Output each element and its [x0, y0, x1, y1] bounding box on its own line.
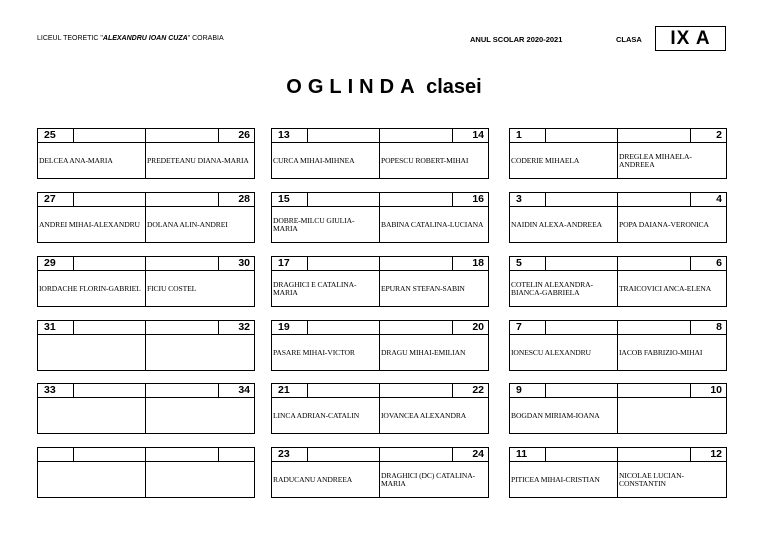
- seat-divider: [546, 142, 617, 143]
- seat-number: 20: [452, 321, 488, 335]
- desk: [271, 192, 489, 243]
- seat-right: [380, 321, 488, 370]
- student-name: DOBRE-MILCU GIULIA-MARIA: [273, 216, 355, 233]
- desk: [37, 447, 255, 498]
- seat-right: [380, 448, 488, 497]
- seat-left: [38, 257, 146, 306]
- student-name: FICIU COSTEL: [147, 284, 197, 293]
- desk: [37, 383, 255, 434]
- seat-number: [38, 448, 74, 462]
- seat-divider: [618, 397, 690, 398]
- desk: [37, 320, 255, 371]
- seat-divider: [308, 397, 379, 398]
- seat-divider: [74, 270, 145, 271]
- desk: [37, 256, 255, 307]
- seat-divider: [308, 270, 379, 271]
- seat-right: [380, 257, 488, 306]
- seat-divider: [308, 334, 379, 335]
- seat-divider: [546, 206, 617, 207]
- seat-left: [510, 384, 618, 433]
- seat-number: 8: [690, 321, 726, 335]
- seat-left: [272, 448, 380, 497]
- seat-number: 30: [218, 257, 254, 271]
- seat-right: [380, 129, 488, 178]
- seat-number: 22: [452, 384, 488, 398]
- student-name: PREDETEANU DIANA-MARIA: [147, 156, 249, 165]
- seat-divider: [546, 461, 617, 462]
- student-name: NAIDIN ALEXA-ANDREEA: [511, 220, 603, 229]
- desk: [271, 128, 489, 179]
- seat-divider: [146, 397, 218, 398]
- school-year: ANUL SCOLAR 2020-2021: [470, 35, 563, 44]
- seat-right: [146, 129, 254, 178]
- seat-divider: [546, 397, 617, 398]
- student-name: RADUCANU ANDREEA: [273, 475, 353, 484]
- seat-number: 4: [690, 193, 726, 207]
- seat-right: [618, 384, 726, 433]
- seat-divider: [618, 142, 690, 143]
- seat-number: 2: [690, 129, 726, 143]
- student-name: IOVANCEA ALEXANDRA: [381, 411, 467, 420]
- seat-left: [38, 384, 146, 433]
- seat-left: [272, 193, 380, 242]
- seat-number: 25: [38, 129, 74, 143]
- seat-divider: [618, 206, 690, 207]
- student-name: DRAGU MIHAI-EMILIAN: [381, 348, 466, 357]
- seat-divider: [146, 206, 218, 207]
- seat-number: 10: [690, 384, 726, 398]
- student-name: POPA DAIANA-VERONICA: [619, 220, 709, 229]
- seat-number: 24: [452, 448, 488, 462]
- student-name: DELCEA ANA-MARIA: [39, 156, 113, 165]
- seat-divider: [380, 334, 452, 335]
- seat-divider: [618, 270, 690, 271]
- seat-left: [272, 129, 380, 178]
- seat-left: [38, 129, 146, 178]
- seat-left: [510, 321, 618, 370]
- seat-number: 13: [272, 129, 308, 143]
- seat-number: 5: [510, 257, 546, 271]
- seat-divider: [380, 461, 452, 462]
- student-name: PITICEA MIHAI-CRISTIAN: [511, 475, 600, 484]
- desk: [509, 192, 727, 243]
- seat-right: [618, 321, 726, 370]
- student-name: IACOB FABRIZIO-MIHAI: [619, 348, 703, 357]
- seat-right: [380, 193, 488, 242]
- student-name: POPESCU ROBERT-MIHAI: [381, 156, 469, 165]
- student-name: [147, 399, 253, 433]
- seat-number: 19: [272, 321, 308, 335]
- seat-number: 32: [218, 321, 254, 335]
- seat-left: [272, 321, 380, 370]
- seat-number: 26: [218, 129, 254, 143]
- seat-divider: [546, 270, 617, 271]
- student-name: LINCA ADRIAN-CATALIN: [273, 411, 360, 420]
- seat-number: 21: [272, 384, 308, 398]
- seat-left: [510, 193, 618, 242]
- student-name: BABINA CATALINA-LUCIANA: [381, 220, 484, 229]
- student-name: [147, 336, 253, 370]
- seat-divider: [380, 270, 452, 271]
- seat-divider: [146, 270, 218, 271]
- seat-number: 1: [510, 129, 546, 143]
- seat-divider: [74, 334, 145, 335]
- page-title: OGLINDA clasei: [286, 76, 482, 98]
- student-name: IONESCU ALEXANDRU: [511, 348, 591, 357]
- desk: [271, 256, 489, 307]
- desk: [37, 128, 255, 179]
- seat-right: [146, 257, 254, 306]
- seat-number: 17: [272, 257, 308, 271]
- student-name: NICOLAE LUCIAN-CONSTANTIN: [619, 471, 684, 488]
- student-name: PASARE MIHAI-VICTOR: [273, 348, 355, 357]
- student-name: EPURAN STEFAN-SABIN: [381, 284, 465, 293]
- class-label: CLASA: [616, 35, 642, 44]
- seat-number: 16: [452, 193, 488, 207]
- seat-right: [146, 448, 254, 497]
- desk: [509, 320, 727, 371]
- seat-number: 6: [690, 257, 726, 271]
- seat-number: 23: [272, 448, 308, 462]
- seat-number: 31: [38, 321, 74, 335]
- seat-divider: [546, 334, 617, 335]
- seat-left: [272, 384, 380, 433]
- seat-divider: [74, 397, 145, 398]
- seat-number: 3: [510, 193, 546, 207]
- student-name: DRAGHICI (DC) CATALINA-MARIA: [381, 471, 476, 488]
- student-name: [39, 336, 144, 370]
- seat-number: 11: [510, 448, 546, 462]
- seat-number: 18: [452, 257, 488, 271]
- seat-divider: [618, 334, 690, 335]
- seat-number: [218, 448, 254, 462]
- seat-left: [272, 257, 380, 306]
- seat-number: 33: [38, 384, 74, 398]
- class-value-box: IX A: [655, 26, 726, 51]
- seat-divider: [74, 461, 145, 462]
- student-name: [147, 463, 253, 497]
- desk: [509, 128, 727, 179]
- seat-right: [146, 321, 254, 370]
- student-name: [39, 399, 144, 433]
- desk: [271, 320, 489, 371]
- student-name: [619, 399, 725, 433]
- seat-number: 14: [452, 129, 488, 143]
- seat-divider: [146, 461, 218, 462]
- seat-divider: [74, 206, 145, 207]
- student-name: IORDACHE FLORIN-GABRIEL: [39, 284, 141, 293]
- desk: [271, 383, 489, 434]
- seat-number: 28: [218, 193, 254, 207]
- student-name: [39, 463, 144, 497]
- student-name: DOLANA ALIN-ANDREI: [147, 220, 228, 229]
- seat-right: [618, 193, 726, 242]
- student-name: DRAGHICI E CATALINA-MARIA: [273, 280, 357, 297]
- seat-divider: [146, 334, 218, 335]
- seat-divider: [308, 461, 379, 462]
- seat-number: 9: [510, 384, 546, 398]
- seat-number: 27: [38, 193, 74, 207]
- student-name: CURCA MIHAI-MIHNEA: [273, 156, 355, 165]
- seat-right: [146, 193, 254, 242]
- seat-divider: [146, 142, 218, 143]
- school-name: LICEUL TEORETIC "ALEXANDRU IOAN CUZA" CORABIA: [37, 35, 224, 42]
- desk: [271, 447, 489, 498]
- student-name: DREGLEA MIHAELA-ANDREEA: [619, 152, 692, 169]
- desk: [509, 256, 727, 307]
- seat-divider: [74, 142, 145, 143]
- student-name: CODERIE MIHAELA: [511, 156, 580, 165]
- seat-left: [510, 257, 618, 306]
- seat-divider: [618, 461, 690, 462]
- seat-left: [38, 321, 146, 370]
- seat-right: [618, 448, 726, 497]
- seat-number: 29: [38, 257, 74, 271]
- desk: [37, 192, 255, 243]
- student-name: ANDREI MIHAI-ALEXANDRU: [39, 220, 140, 229]
- student-name: BOGDAN MIRIAM-IOANA: [511, 411, 600, 420]
- desk: [509, 383, 727, 434]
- seat-left: [38, 193, 146, 242]
- student-name: TRAICOVICI ANCA-ELENA: [619, 284, 712, 293]
- seat-divider: [380, 397, 452, 398]
- seat-divider: [308, 142, 379, 143]
- desk: [509, 447, 727, 498]
- seat-right: [380, 384, 488, 433]
- seat-left: [38, 448, 146, 497]
- seat-divider: [380, 142, 452, 143]
- seat-number: 7: [510, 321, 546, 335]
- seat-divider: [308, 206, 379, 207]
- seat-number: 12: [690, 448, 726, 462]
- seat-number: 34: [218, 384, 254, 398]
- seat-number: 15: [272, 193, 308, 207]
- seat-left: [510, 129, 618, 178]
- seat-right: [618, 257, 726, 306]
- seat-divider: [380, 206, 452, 207]
- student-name: COTELIN ALEXANDRA-BIANCA-GABRIELA: [511, 280, 593, 297]
- seat-right: [146, 384, 254, 433]
- seat-left: [510, 448, 618, 497]
- seat-right: [618, 129, 726, 178]
